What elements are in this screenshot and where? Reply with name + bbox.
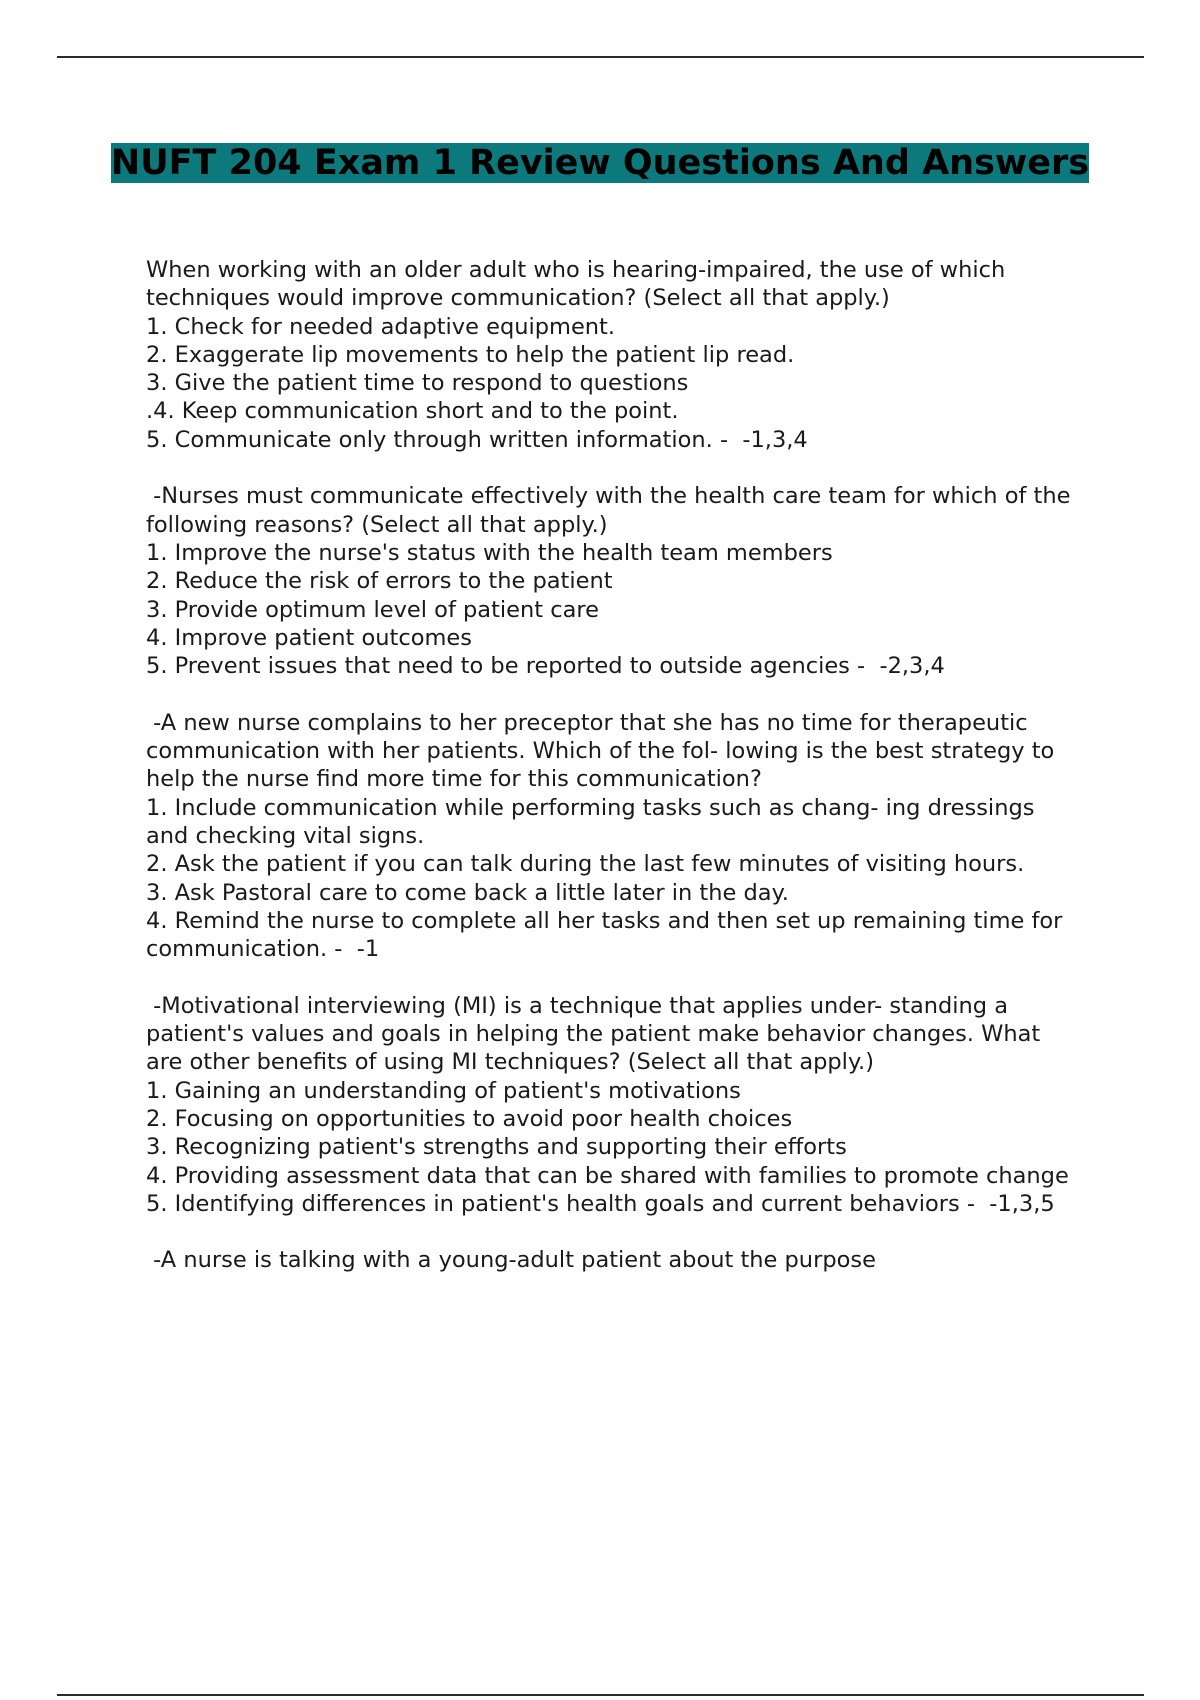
question-block [146,482,1076,680]
answer-option: 1. Improve the nurse's status with the health team members [146,539,833,566]
answer-option: .4. Keep communication short and to the point. [146,398,679,425]
document-body [146,256,1076,1303]
question-text: -A nurse is talking with a young-adult patient about the purpose [146,1247,876,1274]
question-block [146,256,1076,454]
top-rule [57,56,1144,58]
question-text: When working with an older adult who is hearing-impaired, the use of which techniques would improve communication? (Select all that apply.) [146,257,1013,312]
answer-option: 3. Provide optimum level of patient care [146,596,599,623]
bottom-rule [57,1694,1144,1696]
answer-option: 1. Include communication while performing tasks such as chang- ing dressings and checking vital signs. [146,794,1042,849]
answer-option: 3. Ask Pastoral care to come back a little later in the day. [146,879,789,906]
question-text: -Motivational interviewing (MI) is a technique that applies under- standing a patient's values and goals in helping the patient make behavior changes. What are other benefits of using MI techniques? (Select all that apply.) [146,992,1048,1076]
answer-option: 2. Ask the patient if you can talk during the last few minutes of visiting hours. [146,851,1025,878]
document-title: NUFT 204 Exam 1 Review Questions And Answers [110,143,1090,183]
answer-option: 1. Check for needed adaptive equipment. [146,313,616,340]
answer-option-with-key: 5. Communicate only through written information. - -1,3,4 [146,426,808,453]
answer-option: 3. Give the patient time to respond to questions [146,370,689,397]
title-block [60,142,1140,184]
answer-option: 4. Improve patient outcomes [146,624,472,651]
answer-option-with-key: 4. Remind the nurse to complete all her tasks and then set up remaining time for communication. - -1 [146,907,1070,963]
answer-option: 2. Focusing on opportunities to avoid poor health choices [146,1105,793,1132]
answer-option: 4. Providing assessment data that can be shared with families to promote change [146,1162,1069,1189]
answer-option-with-key: 5. Identifying differences in patient's health goals and current behaviors - -1,3,5 [146,1190,1055,1217]
question-block [146,1246,1076,1274]
question-block [146,709,1076,964]
question-text: -Nurses must communicate effectively with the health care team for which of the following reasons? (Select all that apply.) [146,483,1078,538]
answer-option: 1. Gaining an understanding of patient's motivations [146,1077,741,1104]
answer-option: 3. Recognizing patient's strengths and supporting their efforts [146,1134,847,1161]
answer-option: 2. Exaggerate lip movements to help the patient lip read. [146,341,795,368]
question-block [146,992,1076,1218]
answer-option-with-key: 5. Prevent issues that need to be reported to outside agencies - -2,3,4 [146,653,945,680]
answer-option: 2. Reduce the risk of errors to the patient [146,568,613,595]
question-text: -A new nurse complains to her preceptor that she has no time for therapeutic communication with her patients. Which of the fol- lowing is the best strategy to help the nurse find more time for this communication? [146,709,1062,793]
